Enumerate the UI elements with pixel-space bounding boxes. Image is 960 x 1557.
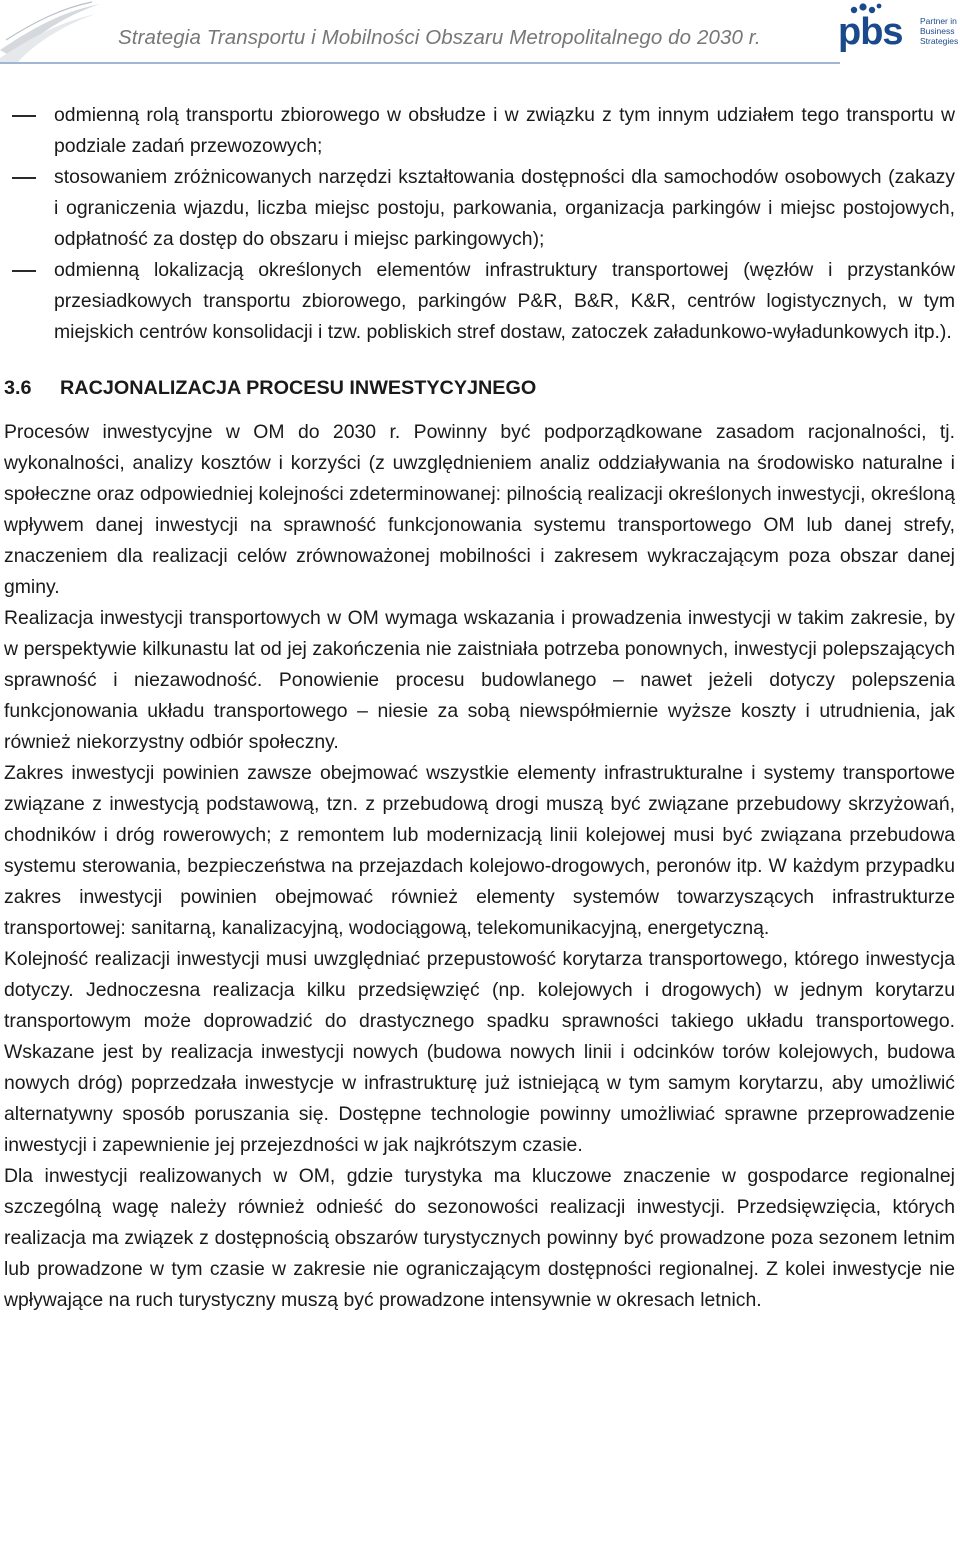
logo-tagline-line: Strategies	[920, 36, 959, 46]
list-item	[4, 162, 955, 255]
paragraph: Kolejność realizacji inwestycji musi uwzględniać przepustowość korytarza transportowego, którego inwestycja dotyczy. Jednoczesna realizacja kilku przedsięwzięć (np. kolejowych i drogowych) w jednym korytarzu transportowym może doprowadzić do drastycznego spadku sprawności takiego układu transportowego. Wskazane jest by realizacja inwestycji nowych (budowa nowych linii i odcinków torów kolejowych, budowa nowych dróg) poprzedzała inwestycje w infrastrukturę już istniejącą w tym samym korytarzu, aby umożliwić alternatywny sposób poruszania się. Dostępne technologie powinny umożliwiać sprawne przeprowadzenie inwestycji i zapewnienie jej przejezdności w jak najkrótszym czasie.	[4, 948, 955, 1156]
dash-bullet-icon	[12, 177, 36, 179]
page-header	[0, 0, 960, 66]
section-title: RACJONALIZACJA PROCESU INWESTYCYJNEGO	[60, 377, 537, 399]
dash-bullet-icon	[12, 270, 36, 272]
section-number: 3.6	[4, 377, 32, 399]
logo-tagline-line: Partner in	[920, 16, 957, 26]
list-item-text: odmienną lokalizacją określonych elementów infrastruktury transportowej (węzłów i przystanków przesiadkowych transportu zbiorowego, parkingów P&R, B&R, K&R, centrów logistycznych, w tym miejskich centrów konsolidacji i tzw. pobliskich stref dostaw, zatoczek załadunkowo-wyładunkowych itp.).	[54, 259, 955, 343]
paragraph: Procesów inwestycyjne w OM do 2030 r. Powinny być podporządkowane zasadom racjonalności, tj. wykonalności, analizy kosztów i korzyści (z uwzględnieniem analiz oddziaływania na środowisko naturalne i społeczne oraz odpowiedniej kolejności zdeterminowanej: pilnością realizacji określonych inwestycji, określoną wpływem danej inwestycji na sprawność funkcjonowania systemu transportowego OM lub danej strefy, znaczeniem dla realizacji celów zrównoważonej mobilności i zakresem wykraczającym poza obszar danej gminy.	[4, 421, 955, 598]
paragraph: Realizacja inwestycji transportowych w OM wymaga wskazania i prowadzenia inwestycji w takim zakresie, by w perspektywie kilkunastu lat od jej zakończenia nie zaistniała potrzeba ponownych, inwestycji polepszających sprawność i niezawodność. Ponowienie procesu budowlanego – nawet jeżeli dotyczy polepszenia funkcjonowania układu transportowego – niesie za sobą niewspółmiernie wyższe koszty i utrudnienia, jak również niekorzystny odbiór społeczny.	[4, 607, 955, 753]
dash-bullet-icon	[12, 115, 36, 117]
list-item	[4, 255, 955, 348]
logo-tagline-line: Business	[920, 26, 955, 36]
paragraph: Zakres inwestycji powinien zawsze obejmować wszystkie elementy infrastrukturalne i systemy transportowe związane z inwestycją podstawową, tzn. z przebudową drogi muszą być związane przebudowy skrzyżowań, chodników i dróg rowerowych; z remontem lub modernizacją linii kolejowej musi być związana przebudowa systemu sterowania, bezpieczeństwa na przejazdach kolejowo-drogowych, peronów itp. W każdym przypadku zakres inwestycji powinien obejmować również elementy systemów towarzyszących infrastrukturze transportowej: sanitarną, kanalizacyjną, wodociągową, telekomunikacyjną, energetyczną.	[4, 762, 955, 939]
document-title: Strategia Transportu i Mobilności Obszaru Metropolitalnego do 2030 r.	[118, 26, 761, 49]
list-item-text: odmienną rolą transportu zbiorowego w obsłudze i w związku z tym innym udziałem tego transportu w podziale zadań przewozowych;	[54, 104, 955, 157]
section-heading	[4, 373, 955, 404]
paragraph: Dla inwestycji realizowanych w OM, gdzie turystyka ma kluczowe znaczenie w gospodarce regionalnej szczególną wagę należy również odnieść do sezonowości realizacji inwestycji. Przedsięwzięcia, których realizacja ma związek z dostępnością obszarów turystycznych powinny być prowadzone poza sezonem letnim lub prowadzone w tym czasie w zakresie nie ograniczającym dostępności regionalnej. Z kolei inwestycje nie wpływające na ruch turystyczny muszą być prowadzone intensywnie w okresach letnich.	[4, 1165, 955, 1311]
pbs-logo	[838, 2, 958, 60]
document-body	[4, 100, 955, 1316]
logo-wordmark: pbs	[838, 11, 903, 53]
header-swoosh-graphic	[0, 0, 118, 62]
header-divider	[0, 62, 840, 64]
list-item-text: stosowaniem zróżnicowanych narzędzi kształtowania dostępności dla samochodów osobowych (zakazy i ograniczenia wjazdu, liczba miejsc postoju, parkowania, organizacja parkingów i miejsc postojowych, odpłatność za dostęp do obszaru i miejsc parkingowych);	[54, 166, 955, 250]
logo-tagline	[920, 16, 958, 46]
list-item	[4, 100, 955, 162]
dash-bullet-list	[4, 100, 955, 348]
